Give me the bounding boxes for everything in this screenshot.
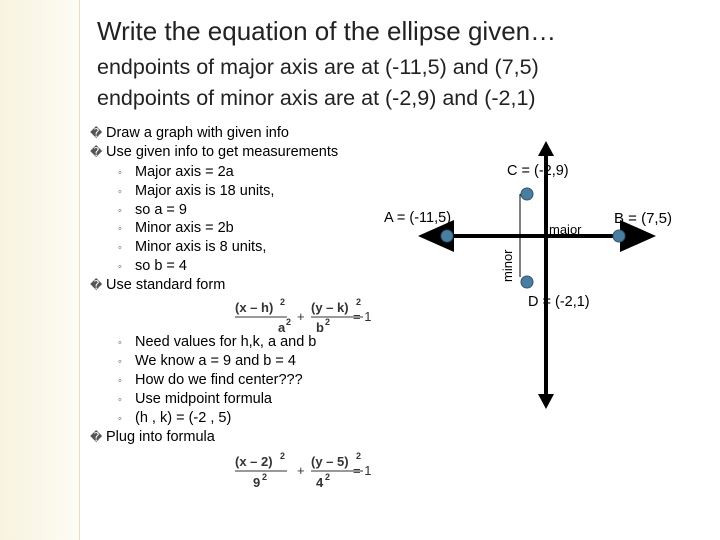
formula-exp: 2 xyxy=(280,297,286,307)
label-point-d: D = (-2,1) xyxy=(528,294,590,310)
formula-exp: 2 xyxy=(280,451,286,461)
formula-num-y: (y – 5) xyxy=(311,454,349,469)
bullet-marker: � xyxy=(90,278,103,292)
sub-bullet-text: (h , k) = (-2 , 5) xyxy=(135,410,232,426)
formula-equals: = 1 xyxy=(353,309,372,324)
bullet-text: Use given info to get measurements xyxy=(106,144,339,160)
sub-bullet-marker: ◦ xyxy=(118,394,122,406)
subtitle-line-1: endpoints of major axis are at (-11,5) and (7,5) xyxy=(97,55,539,79)
formula-den-4: 4 xyxy=(316,475,324,490)
formula-exp: 2 xyxy=(325,472,331,482)
bullet-marker: � xyxy=(90,145,103,159)
sub-bullet-marker: ◦ xyxy=(118,413,122,425)
subtitle-line-2: endpoints of minor axis are at (-2,9) and (-2,1) xyxy=(97,86,536,110)
minor-axis-arrow-up xyxy=(538,141,554,156)
sub-bullet-text: How do we find center??? xyxy=(135,372,303,388)
formula-den-9: 9 xyxy=(253,475,261,490)
formula-den-a: a xyxy=(278,320,286,335)
formula-num-x: (x – 2) xyxy=(235,454,273,469)
sub-bullet-text: Minor axis is 8 units, xyxy=(135,239,267,255)
bullet-marker: � xyxy=(90,430,103,444)
formula-exp: 2 xyxy=(286,317,292,327)
sub-bullet-marker: ◦ xyxy=(118,375,122,387)
sub-bullet-marker: ◦ xyxy=(118,186,122,198)
point-a xyxy=(441,230,453,242)
point-c xyxy=(521,188,533,200)
point-d xyxy=(521,276,533,288)
minor-label: minor xyxy=(500,249,515,282)
formula-exp: 2 xyxy=(356,451,362,461)
minor-axis-arrow-down xyxy=(538,394,554,409)
label-point-a: A = (-11,5) xyxy=(384,210,452,226)
formula-num-y: (y – k) xyxy=(311,300,349,315)
sub-bullet-marker: ◦ xyxy=(118,223,122,235)
sub-bullet-marker: ◦ xyxy=(118,261,122,273)
label-point-b: B = (7,5) xyxy=(614,210,672,227)
sub-bullet-text: Use midpoint formula xyxy=(135,391,272,407)
sub-bullet-text: Major axis is 18 units, xyxy=(135,183,275,199)
formula-exp: 2 xyxy=(356,297,362,307)
sub-bullet-marker: ◦ xyxy=(118,337,122,349)
formula-num-x: (x – h) xyxy=(235,300,274,315)
slide-title: Write the equation of the ellipse given… xyxy=(97,16,557,46)
bullet-text: Use standard form xyxy=(106,277,226,293)
sub-bullet-text: Major axis = 2a xyxy=(135,164,234,180)
bullet-text: Draw a graph with given info xyxy=(106,125,289,141)
major-label: major xyxy=(549,222,582,237)
formula-exp: 2 xyxy=(262,472,268,482)
sub-bullet-text: Minor axis = 2b xyxy=(135,220,234,236)
formula-equals: = 1 xyxy=(353,463,372,478)
sub-bullet-text: Need values for h,k, a and b xyxy=(135,334,317,350)
sub-bullet-text: so a = 9 xyxy=(135,202,187,218)
sub-bullet-marker: ◦ xyxy=(118,167,122,179)
label-point-c: C = (-2,9) xyxy=(507,163,569,179)
sub-bullet-marker: ◦ xyxy=(118,356,122,368)
formula-plus: + xyxy=(297,309,305,324)
sub-bullet-text: We know a = 9 and b = 4 xyxy=(135,353,296,369)
sub-bullet-marker: ◦ xyxy=(118,242,122,254)
formula-plus: + xyxy=(297,463,305,478)
bullet-marker: � xyxy=(90,126,103,140)
point-b xyxy=(613,230,625,242)
sub-bullet-text: so b = 4 xyxy=(135,258,187,274)
sub-bullet-marker: ◦ xyxy=(118,205,122,217)
bullet-text: Plug into formula xyxy=(106,429,215,445)
formula-exp: 2 xyxy=(325,317,331,327)
formula-den-b: b xyxy=(316,320,324,335)
